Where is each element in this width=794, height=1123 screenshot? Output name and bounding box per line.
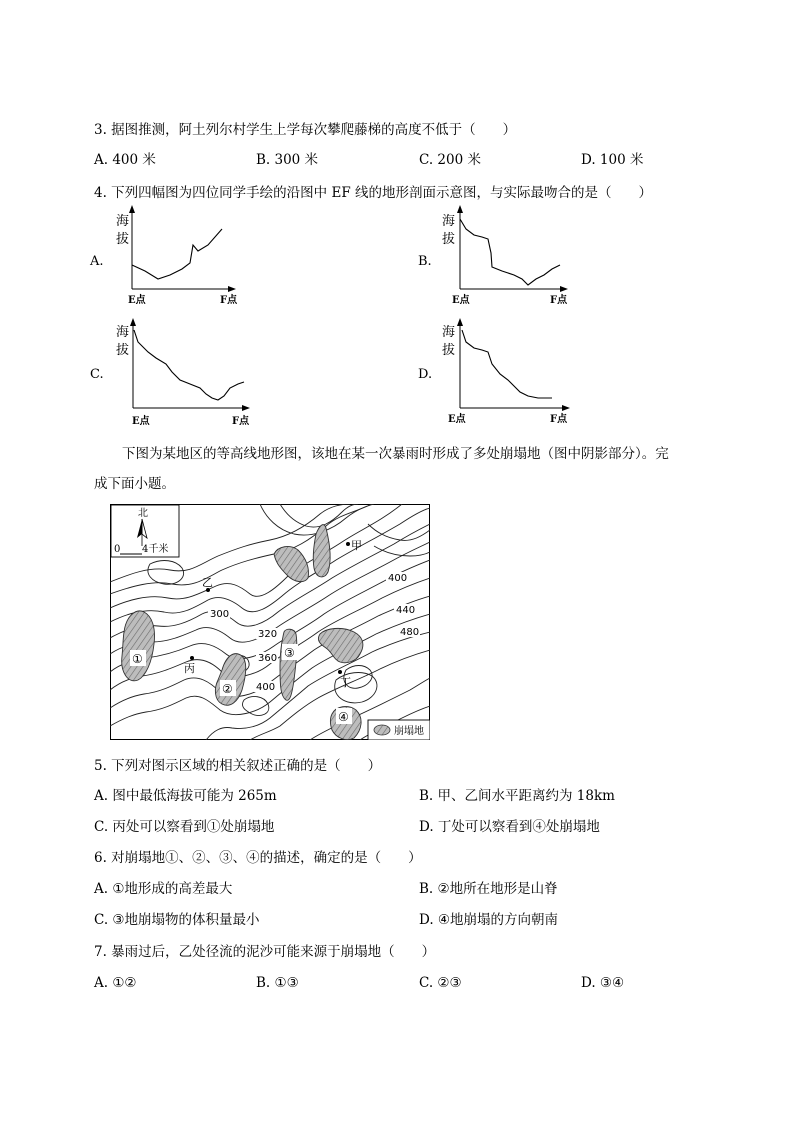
q6-stem: 6. 对崩塌地①、②、③、④的描述，确定的是（ ） <box>94 850 422 866</box>
intro-line-1: 下图为某地区的等高线地形图，该地在某一次暴雨时形成了多处崩塌地（图中阴影部分）。完 <box>122 446 669 462</box>
place-dot-bing <box>190 656 194 660</box>
q5-stem: 5. 下列对图示区域的相关叙述正确的是（ ） <box>94 758 382 774</box>
q5-option-d[interactable]: D. 丁处可以察看到④处崩塌地 <box>419 819 600 835</box>
profile-line <box>462 330 552 398</box>
sketch-letter: A. <box>90 254 104 269</box>
q3-option-c[interactable]: C. 200 米 <box>419 152 481 168</box>
y-axis-label: 拔 <box>116 343 130 358</box>
y-axis-label: 海 <box>442 214 456 229</box>
q6-option-c[interactable]: C. ③地崩塌物的体积量最小 <box>94 912 260 928</box>
site-label-4: ④ <box>338 710 349 724</box>
profile-sketch-b[interactable] <box>418 205 578 315</box>
place-dot-jia <box>346 542 350 546</box>
intro-line-2: 成下面小题。 <box>94 476 175 492</box>
q7-option-d[interactable]: D. ③④ <box>581 975 625 991</box>
scale-zero: 0 <box>114 544 121 555</box>
site-label-3: ③ <box>284 646 295 660</box>
profile-sketch-c[interactable] <box>90 318 250 430</box>
q7-stem: 7. 暴雨过后，乙处径流的泥沙可能来源于崩塌地（ ） <box>94 944 436 960</box>
y-axis-label: 拔 <box>116 232 130 247</box>
scale-value: 4千米 <box>142 544 169 555</box>
contour-label: 360 <box>258 653 278 664</box>
site-label-2: ② <box>222 682 233 696</box>
x-end-label: F点 <box>232 416 250 427</box>
contour-map <box>110 504 430 740</box>
q6-option-b[interactable]: B. ②地所在地形是山脊 <box>419 881 558 897</box>
sketch-letter: C. <box>90 367 104 382</box>
profile-line <box>132 229 222 279</box>
q5-option-c[interactable]: C. 丙处可以察看到①处崩塌地 <box>94 819 275 835</box>
place-label-jia: 甲 <box>351 539 362 552</box>
q3-option-b[interactable]: B. 300 米 <box>256 152 319 168</box>
contour-label: 440 <box>396 605 416 616</box>
legend-label: 崩塌地 <box>394 726 424 737</box>
q4-stem: 4. 下列四幅图为四位同学手绘的沿图中 EF 线的地形剖面示意图，与实际最吻合的是（ ） <box>94 185 652 201</box>
place-dot-ding <box>338 670 342 674</box>
q3-option-a[interactable]: A. 400 米 <box>94 152 156 168</box>
q7-option-c[interactable]: C. ②③ <box>419 975 462 991</box>
q5-option-a[interactable]: A. 图中最低海拔可能为 265m <box>94 788 277 804</box>
x-end-label: F点 <box>550 295 568 306</box>
place-label-ding: 丁 <box>340 676 351 689</box>
y-axis-label: 海 <box>442 325 456 340</box>
profile-sketch-d[interactable] <box>418 318 578 430</box>
x-end-label: F点 <box>550 414 568 425</box>
profile-line <box>134 330 244 400</box>
sketch-letter: D. <box>418 367 433 382</box>
contour-label: 300 <box>210 609 230 620</box>
x-start-label: E点 <box>452 295 470 306</box>
place-label-yi: 乙 <box>202 576 213 589</box>
y-axis-label: 拔 <box>442 232 456 247</box>
profile-sketch-a[interactable] <box>90 205 250 315</box>
x-start-label: E点 <box>132 416 150 427</box>
q6-option-d[interactable]: D. ④地崩塌的方向朝南 <box>419 912 559 928</box>
q7-option-a[interactable]: A. ①② <box>94 975 137 991</box>
x-end-label: F点 <box>220 295 238 306</box>
q6-option-a[interactable]: A. ①地形成的高差最大 <box>94 881 233 897</box>
contour-label: 400 <box>388 573 408 584</box>
contour-label: 480 <box>400 627 420 638</box>
q3-stem: 3. 据图推测，阿土列尔村学生上学每次攀爬藤梯的高度不低于（ ） <box>94 122 517 138</box>
north-label: 北 <box>138 508 148 519</box>
legend-swatch <box>374 725 390 735</box>
q7-option-b[interactable]: B. ①③ <box>256 975 299 991</box>
place-label-bing: 丙 <box>184 662 195 675</box>
y-axis-label: 拔 <box>442 343 456 358</box>
q3-option-d[interactable]: D. 100 米 <box>581 152 644 168</box>
y-axis-label: 海 <box>116 325 130 340</box>
sketch-letter: B. <box>418 254 432 269</box>
y-axis-label: 海 <box>116 214 130 229</box>
contour-label: 400 <box>256 682 276 693</box>
site-label-1: ① <box>132 652 143 666</box>
contour-label: 320 <box>258 629 278 640</box>
x-start-label: E点 <box>448 414 466 425</box>
q5-option-b[interactable]: B. 甲、乙间水平距离约为 18km <box>419 788 615 804</box>
x-start-label: E点 <box>128 295 146 306</box>
profile-line <box>460 219 560 285</box>
